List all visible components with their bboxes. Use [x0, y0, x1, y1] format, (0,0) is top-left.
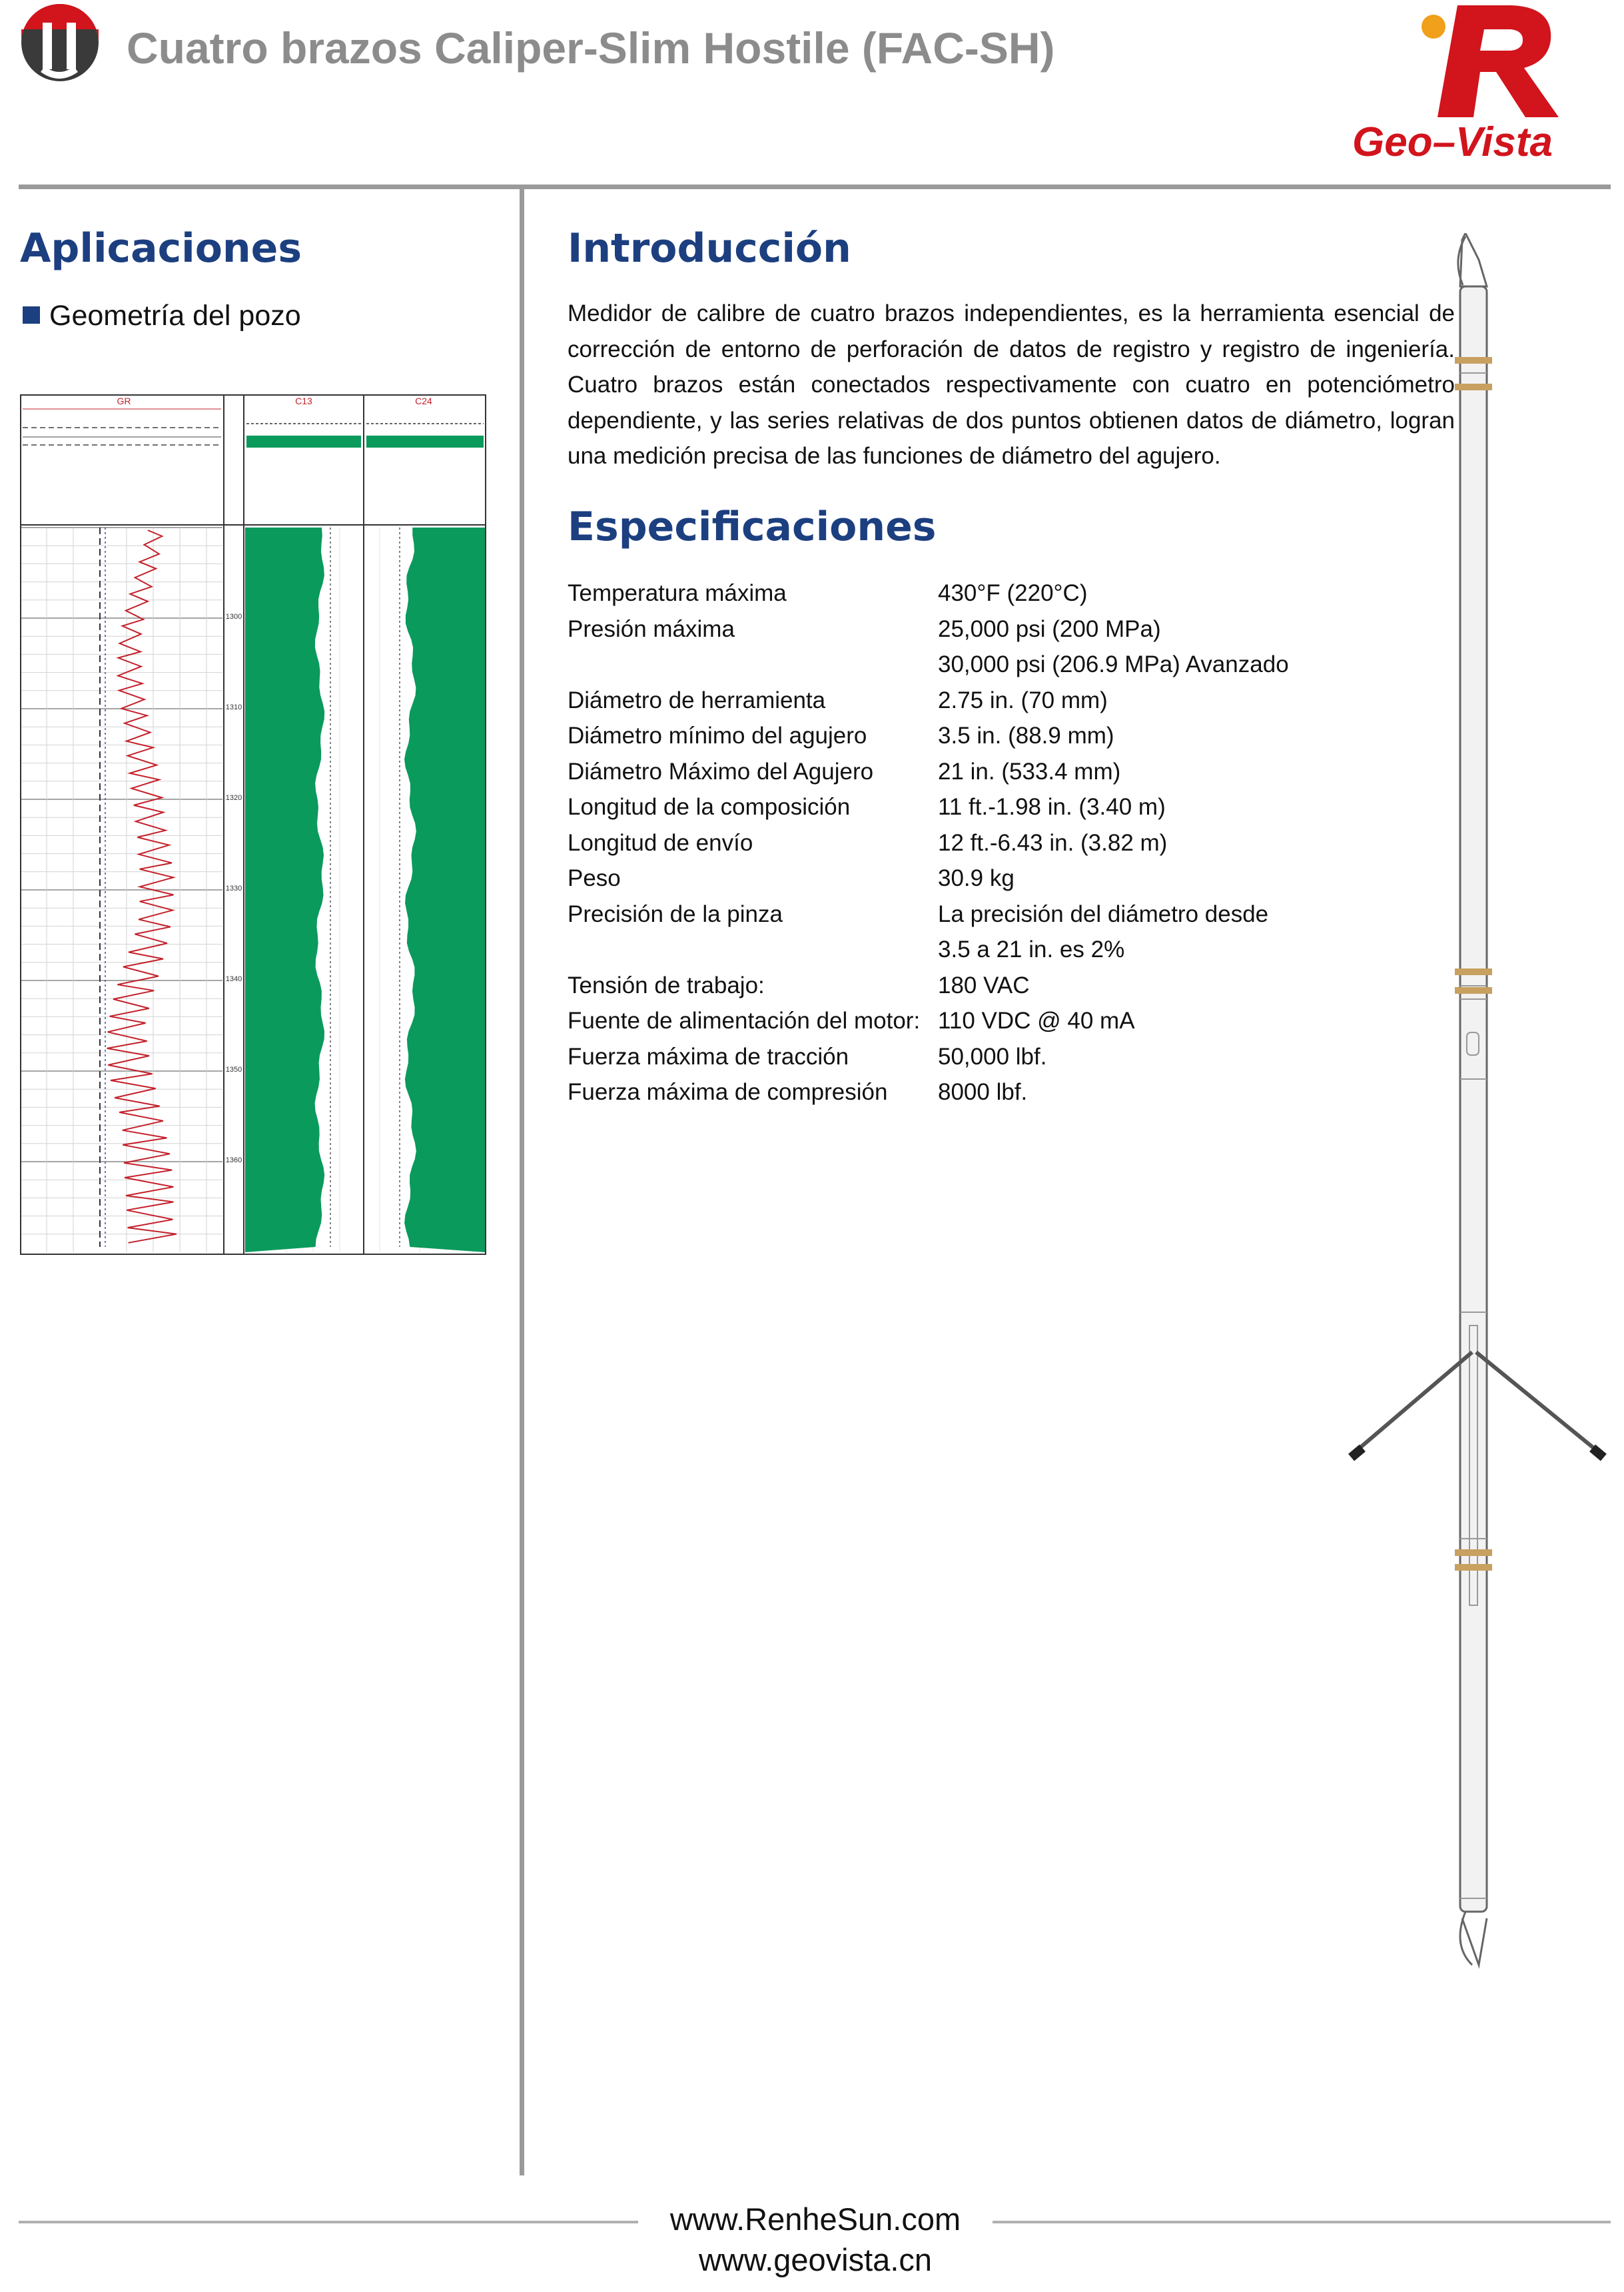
depth-label: 1360	[225, 1156, 242, 1164]
spec-value: 3.5 in. (88.9 mm)	[938, 723, 1114, 749]
specifications-heading: Especificaciones	[568, 504, 937, 550]
spec-value: La precisión del diámetro desde	[938, 901, 1269, 927]
spec-value: 430°F (220°C)	[938, 580, 1088, 606]
spec-value: 3.5 a 21 in. es 2%	[938, 937, 1125, 962]
spec-label: Diámetro mínimo del agujero	[568, 723, 867, 749]
caliper-fill-c13	[245, 528, 324, 1252]
track-label-gr: GR	[117, 396, 131, 406]
caliper-fill-c24	[404, 528, 485, 1252]
track-label-c24: C24	[415, 396, 432, 406]
spec-label: Fuerza máxima de tracción	[568, 1043, 849, 1070]
track-label-c13: C13	[295, 396, 312, 406]
spec-label: Diámetro de herramienta	[568, 687, 826, 713]
spec-value: 30,000 psi (206.9 MPa) Avanzado	[938, 651, 1289, 677]
depth-label: 1310	[225, 703, 242, 711]
depth-label: 1340	[225, 975, 242, 983]
application-item-label: Geometría del pozo	[49, 300, 301, 332]
geo-vista-logo-icon	[1411, 0, 1564, 119]
column-divider	[520, 187, 524, 2175]
footer-link-renhesun[interactable]: www.RenheSun.com	[669, 2201, 961, 2237]
footer-rule-left	[19, 2221, 638, 2223]
applications-heading: Aplicaciones	[20, 225, 302, 272]
introduction-heading: Introducción	[568, 225, 851, 272]
spec-value: 21 in. (533.4 mm)	[938, 758, 1121, 785]
footer-link-geovista[interactable]: www.geovista.cn	[698, 2242, 933, 2277]
spec-label: Fuente de alimentación del motor:	[568, 1008, 921, 1034]
spec-label: Presión máxima	[568, 615, 735, 642]
spec-label: Longitud de envío	[568, 829, 753, 856]
header-divider	[19, 185, 1611, 189]
brand-name: Geo–Vista	[1352, 119, 1553, 165]
caliper-tool-icon	[1346, 233, 1624, 2005]
spec-value: 11 ft.-1.98 in. (3.40 m)	[938, 794, 1166, 820]
spec-label: Fuerza máxima de compresión	[568, 1079, 888, 1105]
renhe-logo-icon	[19, 3, 101, 83]
page-title: Cuatro brazos Caliper-Slim Hostile (FAC-SH)	[127, 23, 1055, 73]
depth-label: 1320	[225, 794, 242, 802]
spec-label: Longitud de la composición	[568, 794, 851, 820]
spec-value: 50,000 lbf.	[938, 1043, 1047, 1070]
application-item	[23, 300, 301, 332]
spec-value: 30.9 kg	[938, 865, 1015, 891]
introduction-text: Medidor de calibre de cuatro brazos independientes, es la herramienta esencial de corrección de entorno de perforación de datos de registro y registro de ingeniería. Cuatro brazos están conectados respectivamente con cuatro en potenciómetro dependiente, y las series relativas de dos puntos obtienen datos de diámetro, logran una medición precisa de las funciones de diámetro del agujero.	[568, 300, 1455, 469]
footer-rule-right	[993, 2221, 1611, 2223]
spec-label: Tensión de trabajo:	[568, 972, 765, 998]
bullet-square-icon	[23, 306, 40, 324]
spec-label: Precisión de la pinza	[568, 901, 783, 927]
spec-value: 12 ft.-6.43 in. (3.82 m)	[938, 829, 1168, 856]
spec-value: 110 VDC @ 40 mA	[938, 1008, 1135, 1034]
spec-value: 2.75 in. (70 mm)	[938, 687, 1108, 713]
depth-label: 1350	[225, 1066, 242, 1074]
well-log-chart	[20, 394, 486, 1255]
spec-value: 8000 lbf.	[938, 1079, 1028, 1105]
spec-label: Peso	[568, 865, 621, 891]
spec-label: Temperatura máxima	[568, 580, 787, 606]
spec-value: 25,000 psi (200 MPa)	[938, 615, 1161, 642]
spec-value: 180 VAC	[938, 972, 1030, 998]
depth-label: 1330	[225, 885, 242, 893]
spec-label: Diámetro Máximo del Agujero	[568, 758, 874, 785]
depth-label: 1300	[225, 613, 242, 621]
